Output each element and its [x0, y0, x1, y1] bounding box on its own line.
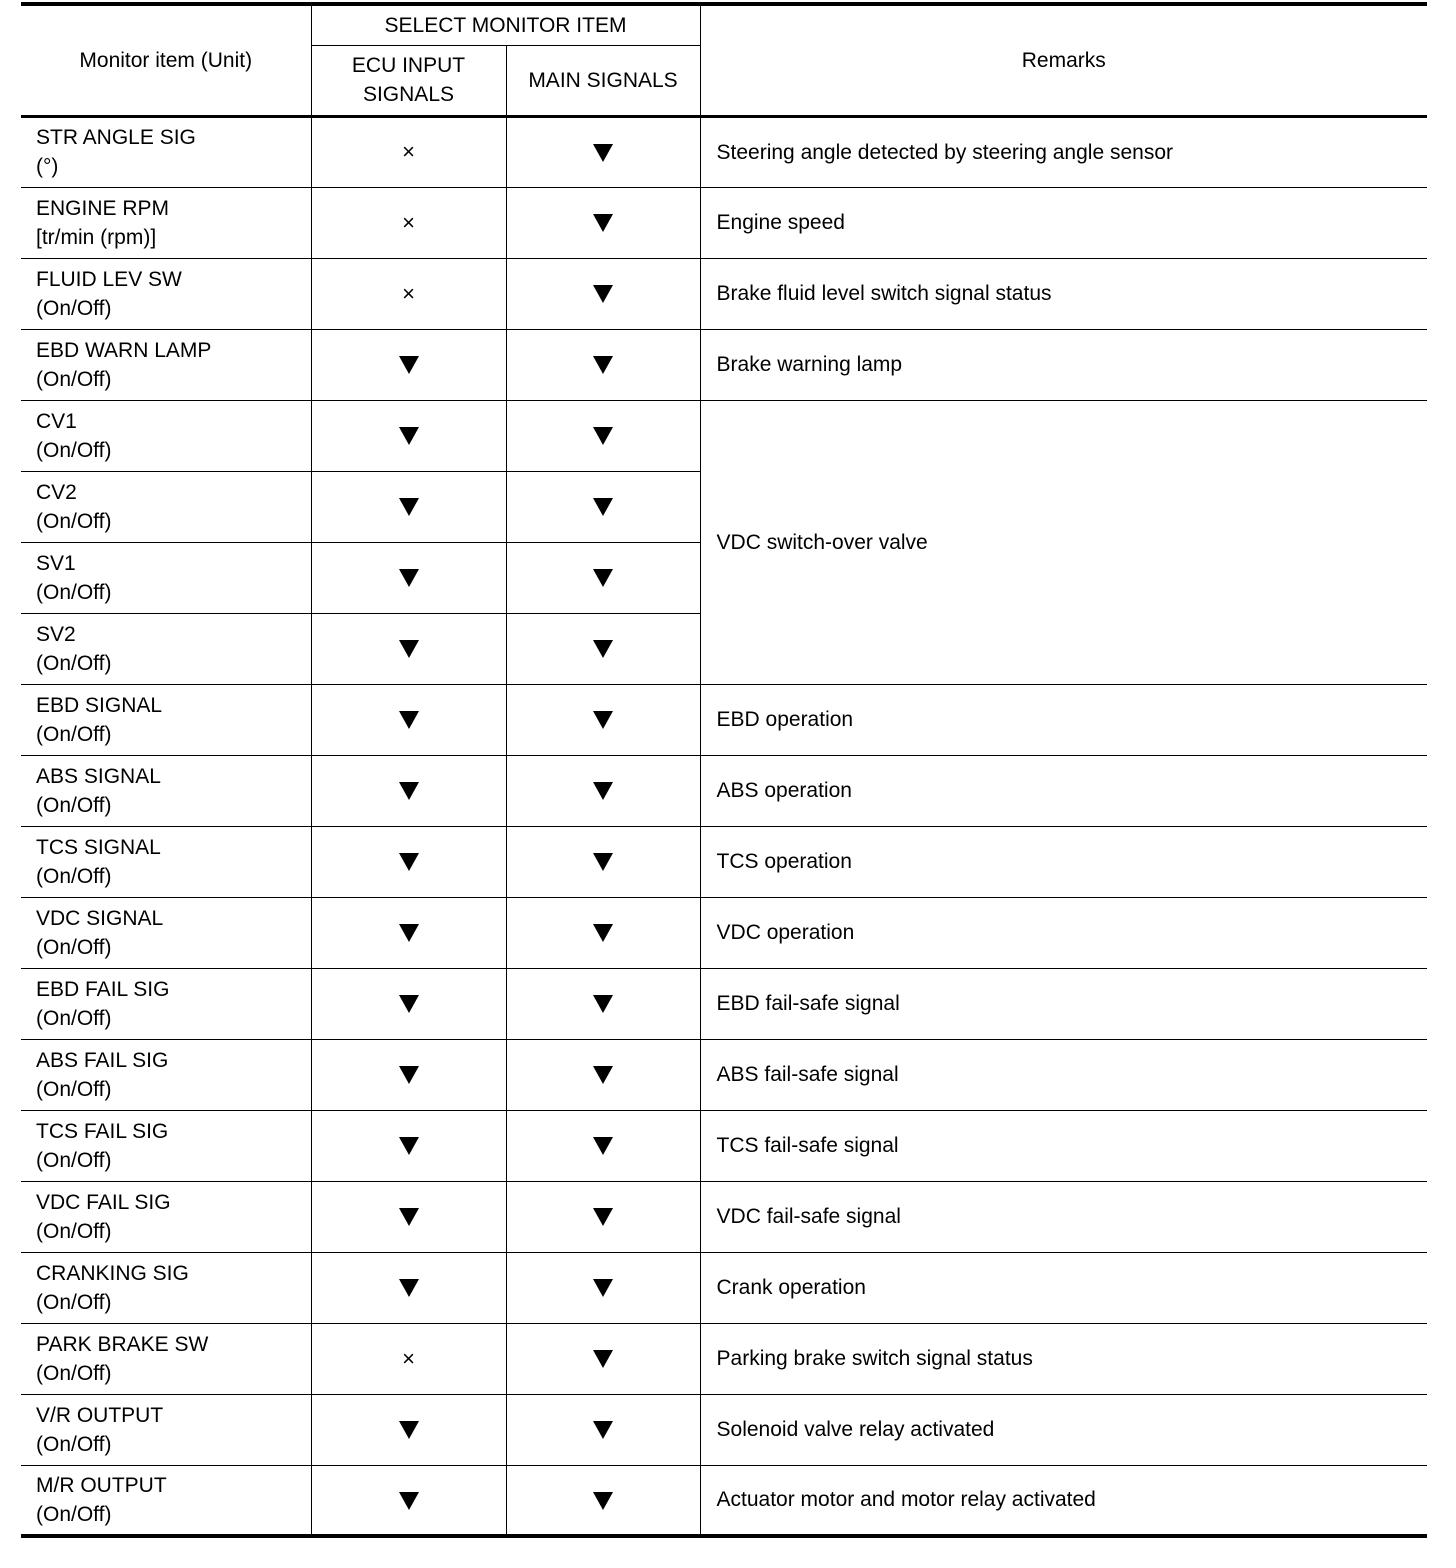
remarks-cell: TCS fail-safe signal — [700, 1110, 1427, 1181]
monitor-item-unit: (On/Off) — [36, 1361, 112, 1385]
ecu-input-signals-cell — [311, 187, 506, 258]
monitor-item-cell — [21, 1465, 311, 1536]
main-signals-cell — [506, 400, 700, 471]
ecu-input-signals-cell — [311, 400, 506, 471]
header-select-monitor-item: SELECT MONITOR ITEM — [311, 4, 700, 45]
ecu-input-signals-cell — [311, 329, 506, 400]
table-row — [21, 1394, 1427, 1465]
monitor-item-name: ABS FAIL SIG — [36, 1048, 169, 1072]
remarks-cell: ABS fail-safe signal — [700, 1039, 1427, 1110]
triangle-down-icon — [593, 711, 613, 729]
triangle-down-icon — [399, 1066, 419, 1084]
ecu-input-signals-cell — [311, 1181, 506, 1252]
triangle-down-icon — [593, 214, 613, 232]
triangle-down-icon — [593, 356, 613, 374]
triangle-down-icon — [593, 1279, 613, 1297]
triangle-down-icon — [593, 995, 613, 1013]
remarks-cell: VDC switch-over valve — [700, 400, 1427, 684]
triangle-down-icon — [593, 1421, 613, 1439]
monitor-item-unit: (On/Off) — [36, 1290, 112, 1314]
main-signals-cell — [506, 258, 700, 329]
monitor-item-table — [21, 2, 1427, 1538]
monitor-item-cell — [21, 116, 311, 187]
remarks-cell: Steering angle detected by steering angle sensor — [700, 116, 1427, 187]
monitor-item-unit: (On/Off) — [36, 793, 112, 817]
main-signals-cell — [506, 1465, 700, 1536]
monitor-item-name: EBD FAIL SIG — [36, 977, 170, 1001]
main-signals-cell — [506, 1110, 700, 1181]
triangle-down-icon — [399, 1492, 419, 1510]
header-main-signals: MAIN SIGNALS — [506, 45, 700, 116]
ecu-input-signals-cell — [311, 1394, 506, 1465]
table-row — [21, 897, 1427, 968]
ecu-input-signals-cell — [311, 1323, 506, 1394]
remarks-cell: EBD fail-safe signal — [700, 968, 1427, 1039]
ecu-input-signals-cell — [311, 1252, 506, 1323]
monitor-item-cell — [21, 1252, 311, 1323]
monitor-item-name: ABS SIGNAL — [36, 764, 161, 788]
table-body — [21, 116, 1427, 1536]
remarks-cell: Solenoid valve relay activated — [700, 1394, 1427, 1465]
triangle-down-icon — [399, 356, 419, 374]
remarks-cell: ABS operation — [700, 755, 1427, 826]
monitor-item-unit: (On/Off) — [36, 438, 112, 462]
monitor-item-name: CV2 — [36, 480, 77, 504]
ecu-input-signals-cell — [311, 897, 506, 968]
cross-icon: × — [402, 209, 415, 235]
main-signals-cell — [506, 613, 700, 684]
header-ecu-line-1: ECU INPUT — [351, 54, 466, 77]
monitor-item-cell — [21, 542, 311, 613]
triangle-down-icon — [399, 427, 419, 445]
monitor-item-unit: (On/Off) — [36, 367, 112, 391]
triangle-down-icon — [399, 782, 419, 800]
triangle-down-icon — [593, 1208, 613, 1226]
header-ecu-input-signals — [311, 45, 506, 116]
ecu-input-signals-cell — [311, 968, 506, 1039]
remarks-cell: Actuator motor and motor relay activated — [700, 1465, 1427, 1536]
ecu-input-signals-cell — [311, 613, 506, 684]
triangle-down-icon — [593, 924, 613, 942]
triangle-down-icon — [399, 995, 419, 1013]
ecu-input-signals-cell — [311, 542, 506, 613]
remarks-cell: VDC fail-safe signal — [700, 1181, 1427, 1252]
triangle-down-icon — [593, 1350, 613, 1368]
monitor-item-name: SV1 — [36, 551, 76, 575]
table-row — [21, 400, 1427, 471]
table-row — [21, 968, 1427, 1039]
monitor-item-cell — [21, 1323, 311, 1394]
main-signals-cell — [506, 897, 700, 968]
monitor-item-cell — [21, 1039, 311, 1110]
monitor-item-cell — [21, 755, 311, 826]
monitor-item-cell — [21, 613, 311, 684]
ecu-input-signals-cell — [311, 1110, 506, 1181]
table-row — [21, 1181, 1427, 1252]
monitor-item-unit: (On/Off) — [36, 935, 112, 959]
table-row — [21, 1323, 1427, 1394]
monitor-item-cell — [21, 684, 311, 755]
remarks-cell: Engine speed — [700, 187, 1427, 258]
triangle-down-icon — [593, 285, 613, 303]
triangle-down-icon — [399, 1279, 419, 1297]
remarks-cell: Brake fluid level switch signal status — [700, 258, 1427, 329]
triangle-down-icon — [593, 640, 613, 658]
monitor-item-cell — [21, 329, 311, 400]
table-row — [21, 1039, 1427, 1110]
monitor-item-name: M/R OUTPUT — [36, 1473, 167, 1497]
monitor-item-cell — [21, 258, 311, 329]
main-signals-cell — [506, 684, 700, 755]
main-signals-cell — [506, 471, 700, 542]
monitor-item-unit: (On/Off) — [36, 1148, 112, 1172]
triangle-down-icon — [399, 498, 419, 516]
triangle-down-icon — [593, 498, 613, 516]
main-signals-cell — [506, 826, 700, 897]
remarks-cell: Brake warning lamp — [700, 329, 1427, 400]
monitor-item-name: ENGINE RPM — [36, 196, 170, 220]
monitor-item-cell — [21, 826, 311, 897]
remarks-cell: EBD operation — [700, 684, 1427, 755]
header-monitor-item: Monitor item (Unit) — [21, 4, 311, 116]
monitor-item-cell — [21, 1394, 311, 1465]
monitor-item-unit: (On/Off) — [36, 1006, 112, 1030]
table-row — [21, 755, 1427, 826]
cross-icon: × — [402, 1345, 415, 1371]
triangle-down-icon — [399, 1137, 419, 1155]
main-signals-cell — [506, 187, 700, 258]
main-signals-cell — [506, 1252, 700, 1323]
monitor-item-name: TCS FAIL SIG — [36, 1119, 169, 1143]
main-signals-cell — [506, 1181, 700, 1252]
monitor-item-unit: (On/Off) — [36, 1219, 112, 1243]
monitor-item-cell — [21, 968, 311, 1039]
table-row — [21, 258, 1427, 329]
monitor-item-name: CV1 — [36, 409, 77, 433]
main-signals-cell — [506, 1394, 700, 1465]
monitor-item-cell — [21, 187, 311, 258]
monitor-item-cell — [21, 471, 311, 542]
monitor-item-name: CRANKING SIG — [36, 1261, 189, 1285]
main-signals-cell — [506, 1323, 700, 1394]
table-row — [21, 1252, 1427, 1323]
triangle-down-icon — [399, 1208, 419, 1226]
monitor-item-name: STR ANGLE SIG — [36, 126, 196, 149]
monitor-item-unit: (On/Off) — [36, 864, 112, 888]
triangle-down-icon — [593, 569, 613, 587]
monitor-item-name: EBD WARN LAMP — [36, 338, 212, 362]
main-signals-cell — [506, 116, 700, 187]
triangle-down-icon — [593, 782, 613, 800]
table-row — [21, 1465, 1427, 1536]
monitor-item-name: VDC FAIL SIG — [36, 1190, 171, 1214]
ecu-input-signals-cell — [311, 116, 506, 187]
ecu-input-signals-cell — [311, 1039, 506, 1110]
triangle-down-icon — [593, 1066, 613, 1084]
monitor-item-name: VDC SIGNAL — [36, 906, 164, 930]
remarks-cell: Parking brake switch signal status — [700, 1323, 1427, 1394]
triangle-down-icon — [399, 569, 419, 587]
monitor-item-name: V/R OUTPUT — [36, 1403, 164, 1427]
monitor-item-unit: (°) — [36, 155, 59, 178]
remarks-cell: TCS operation — [700, 826, 1427, 897]
monitor-item-unit: (On/Off) — [36, 1432, 112, 1456]
monitor-item-unit: [tr/min (rpm)] — [36, 225, 157, 249]
triangle-down-icon — [593, 853, 613, 871]
monitor-item-unit: (On/Off) — [36, 722, 112, 746]
ecu-input-signals-cell — [311, 755, 506, 826]
triangle-down-icon — [399, 711, 419, 729]
remarks-cell: Crank operation — [700, 1252, 1427, 1323]
triangle-down-icon — [593, 427, 613, 445]
monitor-item-unit: (On/Off) — [36, 1502, 112, 1526]
main-signals-cell — [506, 755, 700, 826]
triangle-down-icon — [399, 924, 419, 942]
cross-icon: × — [402, 280, 415, 306]
monitor-item-unit: (On/Off) — [36, 580, 112, 604]
ecu-input-signals-cell — [311, 258, 506, 329]
ecu-input-signals-cell — [311, 471, 506, 542]
ecu-input-signals-cell — [311, 1465, 506, 1536]
triangle-down-icon — [593, 1137, 613, 1155]
table-row — [21, 187, 1427, 258]
table-row — [21, 329, 1427, 400]
main-signals-cell — [506, 1039, 700, 1110]
monitor-item-cell — [21, 1110, 311, 1181]
table-row — [21, 1110, 1427, 1181]
monitor-item-table-wrapper — [21, 2, 1427, 1538]
monitor-item-cell — [21, 897, 311, 968]
monitor-item-name: SV2 — [36, 622, 76, 646]
triangle-down-icon — [399, 1421, 419, 1439]
triangle-down-icon — [593, 1492, 613, 1510]
ecu-input-signals-cell — [311, 684, 506, 755]
triangle-down-icon — [399, 640, 419, 658]
monitor-item-cell — [21, 400, 311, 471]
monitor-item-name: EBD SIGNAL — [36, 693, 163, 717]
triangle-down-icon — [399, 853, 419, 871]
table-row — [21, 116, 1427, 187]
main-signals-cell — [506, 542, 700, 613]
triangle-down-icon — [593, 144, 613, 162]
monitor-item-unit: (On/Off) — [36, 296, 112, 320]
monitor-item-name: PARK BRAKE SW — [36, 1332, 209, 1356]
monitor-item-cell — [21, 1181, 311, 1252]
cross-icon: × — [402, 139, 415, 164]
main-signals-cell — [506, 329, 700, 400]
table-row — [21, 826, 1427, 897]
header-remarks: Remarks — [700, 4, 1427, 116]
ecu-input-signals-cell — [311, 826, 506, 897]
monitor-item-unit: (On/Off) — [36, 509, 112, 533]
monitor-item-name: FLUID LEV SW — [36, 267, 182, 291]
monitor-item-name: TCS SIGNAL — [36, 835, 161, 859]
monitor-item-unit: (On/Off) — [36, 651, 112, 675]
remarks-cell: VDC operation — [700, 897, 1427, 968]
header-ecu-line-2: SIGNALS — [362, 83, 455, 106]
main-signals-cell — [506, 968, 700, 1039]
monitor-item-unit: (On/Off) — [36, 1077, 112, 1101]
table-row — [21, 684, 1427, 755]
